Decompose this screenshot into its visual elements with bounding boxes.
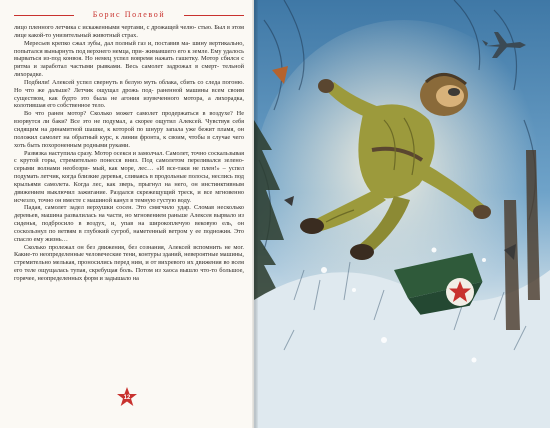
paragraph: Развязка наступила сразу. Мотор осекся и замолчал. Самолет, точно соскальзывая с крутой горы, стремительно понесся вниз. Под самолетом переливался зелено-серыми волнами необозри- мый, как море, лес… «И все-таки не плен!» – успел подумать летчик, когда близкие деревья, сливаясь в продольные полосы, неслись под крыльями самолета. Когда лес, как зверь, прыгнул на него, он инстинктивным движением выключил зажигание. Раздался скрежещущий треск, и все мгновенно исчезло, точно он вместе с машиной канул в темную густую воду. bbox=[14, 149, 244, 204]
paragraph: Сколько пролежал он без движения, без сознания, Алексей вспомнить не мог. Какие-то неопределенные человеческие тени, контуры зданий, невероятные машины, стремительно мелькая, проносились перед ним, и от вихревого их движения во всем его теле ощущалась тупая, скребущая боль. Потом из хаоса вышло что-то большое, горячее, неопределенных форм и задышало на bbox=[14, 243, 244, 282]
paragraph: лицо пленного летчика с искаженными чертами, с дрожащей челю- стью. Был в этом лице какой-то унизительный животный страх. bbox=[14, 24, 244, 39]
paragraph: Во что ранен мотор? Сколько может самолет продержаться в воздухе? Не взорвутся ли баки? Все это не подумал, а скорее ощутил Алексей. Чувствуя себя сидящим на динамитной шашке, к которой по шнуру запала уже бежит пламя, он положил самолет на обратный курс, к линии фронта, к своим, чтобы в случае чего хоть быть похороненным родными руками. bbox=[14, 110, 244, 149]
paragraph: Мересьев крепко сжал зубы, дал полный газ и, поставив ма- шину вертикально, попытался вынырнуть под верхнего немца, при- жимавшего его к земле. Ему удалось вырваться из-под конвоя. Но немец успел вовремя нажать гашетку. Мотор сбился с ритма и заработал частыми рывками. Весь самолет задрожал в смерт- тельной лихорадке. bbox=[14, 39, 244, 79]
header-rule-left bbox=[14, 15, 74, 16]
illustration-page bbox=[254, 0, 550, 428]
pilot-falling-illustration bbox=[254, 0, 550, 428]
text-page bbox=[0, 0, 254, 428]
paragraph: Падая, самолет задел верхушки сосен. Это смягчило удар. Сломав несколько деревьев, машина развалилась на части, но мгновением раньше Алексея вырвало из сиденья, подбросило в воздух, и, упав на широкоплечую вековую ель, он соскользнул по ветвям в глубокий сугроб, наметенный ветром у ее подножия. Это спасло ему жизнь… bbox=[14, 204, 244, 243]
header-rule-right bbox=[184, 15, 244, 16]
body-text bbox=[14, 24, 244, 283]
paragraph: Подбили! Алексей успел свернуть в белую муть облака, сбить со следа погоню. Но что же дальше? Летчик ощущал дрожь под- раненной машины всем своим существом, как будто это была не агония изувеченного мотора, а лихорадка, колотившая его собственное тело. bbox=[14, 78, 244, 110]
red-star-emblem bbox=[446, 278, 474, 306]
page-number-star bbox=[116, 386, 138, 408]
page-number: 12 bbox=[123, 395, 131, 401]
running-header bbox=[14, 0, 244, 24]
author-name: Борис Полевой bbox=[92, 9, 166, 19]
